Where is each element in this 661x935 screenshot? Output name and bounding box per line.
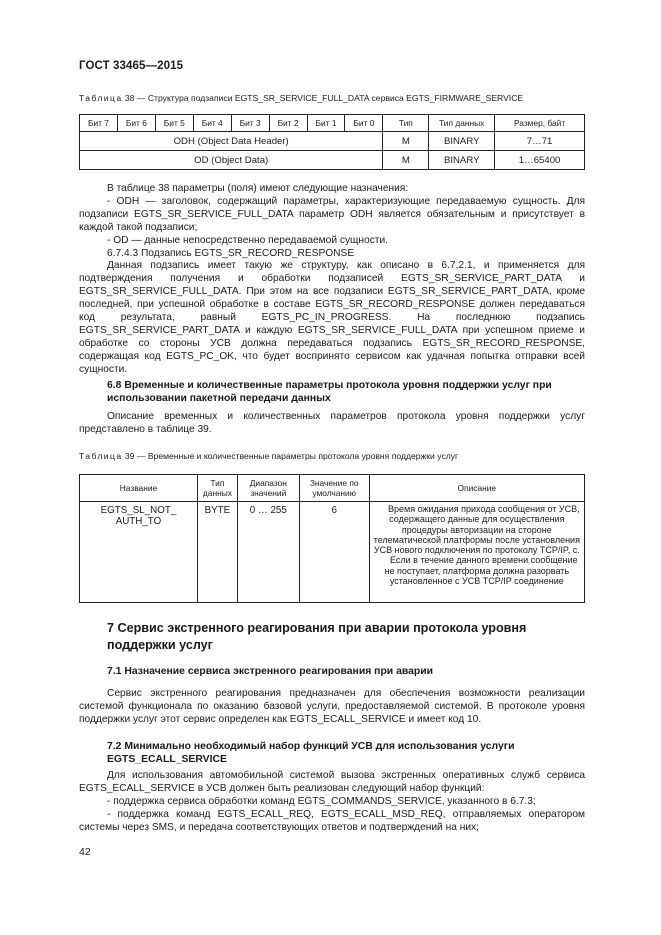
table39-caption-text: 39 — Временные и количественные параметры протокола уровня поддержки услуг — [124, 451, 459, 461]
table-row — [80, 502, 585, 603]
col-range: Диапазон значений — [237, 475, 299, 502]
table38-header-row — [80, 115, 585, 132]
table38 — [79, 114, 585, 170]
param-description-cell — [369, 502, 584, 603]
col-bit4: Бит 4 — [193, 115, 231, 132]
col-bit2: Бит 2 — [269, 115, 307, 132]
paragraph: Описание временных и количественных параметров протокола уровня поддержки услуг представлено в таблице 39. — [79, 411, 585, 435]
col-description: Описание — [369, 475, 584, 502]
col-bit7: Бит 7 — [80, 115, 118, 132]
data-type-cell: BINARY — [429, 132, 495, 151]
table-row — [80, 151, 585, 170]
param-type-cell: BYTE — [197, 502, 237, 603]
table38-caption-word: Таблица — [79, 93, 123, 103]
paragraph: В таблице 38 параметры (поля) имеют следующие назначения: — [107, 183, 409, 194]
field-cell: ODH (Object Data Header) — [80, 132, 383, 151]
page-number: 42 — [79, 846, 91, 858]
size-cell: 1…65400 — [495, 151, 585, 170]
col-bit6: Бит 6 — [117, 115, 155, 132]
data-type-cell: BINARY — [429, 151, 495, 170]
table39-header-row — [80, 475, 585, 502]
table39-caption-word: Таблица — [79, 451, 123, 461]
col-bit5: Бит 5 — [155, 115, 193, 132]
field-cell: OD (Object Data) — [80, 151, 383, 170]
param-default-cell: 6 — [299, 502, 369, 603]
section-7-1-heading: 7.1 Назначение сервиса экстренного реагирования при аварии — [107, 666, 433, 677]
size-cell: 7…71 — [495, 132, 585, 151]
col-data-type: Тип данных — [197, 475, 237, 502]
paragraph: Сервис экстренного реагирования предназначен для обеспечения возможности реализации системой функционала по оказанию базовой услуги, предоставляемой системой. В протоколе уровня поддержки услуг этот сервис определен как EGTS_ECALL_SERVICE и имеет код 10. — [79, 688, 585, 725]
col-size: Размер, байт — [495, 115, 585, 132]
type-cell: M — [383, 132, 429, 151]
param-range-cell: 0 … 255 — [237, 502, 299, 603]
type-cell: M — [383, 151, 429, 170]
col-data-type: Тип данных — [429, 115, 495, 132]
text-block-1 — [79, 183, 585, 377]
param-name-cell: EGTS_SL_NOT_ AUTH_TO — [80, 502, 198, 603]
col-name: Название — [80, 475, 198, 502]
text-block-7-2 — [79, 770, 585, 835]
col-default: Значение по умолчанию — [299, 475, 369, 502]
section-7-2-heading: 7.2 Минимально необходимый набор функций УСВ для использования услуги EGTS_ECALL_SERVICE — [107, 741, 515, 765]
table38-caption-text: 38 — Структура подзаписи EGTS_SR_SERVICE_FULL_DATA сервиса EGTS_FIRMWARE_SERVICE — [124, 93, 524, 103]
description-paragraph: Время ожидания прихода сообщения от УСВ, содержащего данные для осуществления процедуры авторизации на стороне телематической платформы после установления УСВ нового подключения по протоколу TCP/IP, с. — [373, 504, 580, 556]
table39-caption — [79, 451, 458, 461]
col-bit0: Бит 0 — [345, 115, 383, 132]
table38-caption — [79, 93, 523, 103]
section-7-heading: 7 Сервис экстренного реагирования при аварии протокола уровня поддержки услуг — [107, 621, 527, 652]
paragraph: - ODH — заголовок, содержащий параметры, характеризующие передаваемую сущность. Для подзаписи EGTS_SR_SERVICE_FULL_DATA параметр ODH является обязательным и присутствует в каждой такой подзаписи; — [79, 195, 585, 233]
paragraph: - поддержка сервиса обработки команд EGTS_COMMANDS_SERVICE, указанного в 6.7.3; — [107, 795, 536, 807]
subsection-title: 6.7.4.3 Подзапись EGTS_SR_RECORD_RESPONSE — [107, 247, 355, 259]
description-paragraph: Если в течение данного времени сообщение не поступает, платформа должна разорвать установленное с УСВ TCP/IP соединение — [384, 555, 578, 587]
col-bit1: Бит 1 — [307, 115, 345, 132]
paragraph: - OD — данные непосредственно передаваемой сущности. — [107, 234, 388, 246]
col-type: Тип — [383, 115, 429, 132]
col-bit3: Бит 3 — [231, 115, 269, 132]
table39 — [79, 474, 585, 603]
table-row — [80, 132, 585, 151]
paragraph: - поддержка команд EGTS_ECALL_REQ, EGTS_ECALL_MSD_REQ, отправляемых оператором системы через SMS, и передача соответствующих ответов и подтверждений на них; — [79, 808, 585, 833]
paragraph: Данная подзапись имеет такую же структуру, как описано в 6.7.2.1, и применяется для подтверждения получения и обработки подзаписей EGTS_SR_SERVICE_PART_DATA и EGTS_SR_SERVICE_FULL_DATA. При этом на все подзаписи EGTS_SR_SERVICE_PART_DATA, кроме последней, при успешной обработке в составе EGTS_SR_RECORD_RESPONSE должен передаваться код результата, равный EGTS_PC_IN_PROGRESS. На последнюю подзапись EGTS_SR_SERVICE_PART_DATA и каждую EGTS_SR_SERVICE_FULL_DATA при успешном приеме и обработке со стороны УСВ должна передаваться подзапись EGTS_SR_RECORD_RESPONSE, содержащая код EGTS_PC_OK, что будет воспринято сервисом как удачная попытка отправки всей сущности. — [79, 260, 585, 375]
paragraph: Для использования автомобильной системой вызова экстренных оперативных служб сервиса EGTS_ECALL_SERVICE в УСВ должен быть реализован следующий набор функций: — [79, 770, 585, 794]
standard-header: ГОСТ 33465—2015 — [79, 60, 184, 72]
section-6-8-heading: 6.8 Временные и количественные параметры протокола уровня поддержки услуг при использовании пакетной передачи данных — [107, 380, 552, 404]
